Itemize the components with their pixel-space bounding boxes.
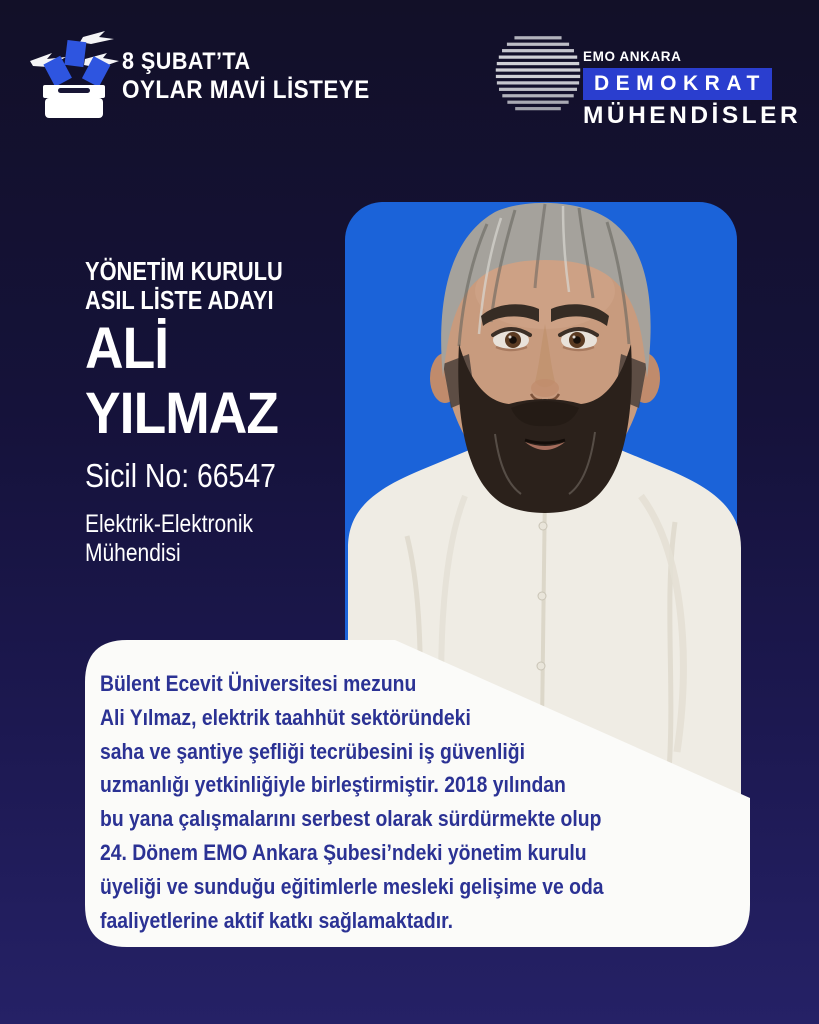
- bio-line: Ali Yılmaz, elektrik taahhüt sektöründeki: [100, 704, 471, 730]
- bio-line: faaliyetlerine aktif katkı sağlamaktadır.: [100, 907, 453, 933]
- demokrat-muhendisler-logo: [583, 49, 801, 130]
- ballot-box-icon: [28, 30, 120, 118]
- logo-subtitle: MÜHENDİSLER: [583, 102, 802, 129]
- profession-line1: Elektrik-Elektronik: [85, 510, 254, 538]
- bio-line: üyeliği ve sunduğu eğitimlerle mesleki gelişime ve oda: [100, 873, 604, 899]
- bio-line: Bülent Ecevit Üniversitesi mezunu: [100, 671, 417, 696]
- role-line2: ASIL LİSTE ADAYI: [85, 285, 274, 315]
- profession-line2: Mühendisi: [85, 539, 181, 567]
- candidate-last-name: YILMAZ: [85, 381, 279, 446]
- bio-line: saha ve şantiye şefliği tecrübesini iş güvenliği: [100, 738, 526, 764]
- bio-line: bu yana çalışmalarını serbest olarak sürdürmekte olup: [100, 806, 602, 832]
- bio-line: uzmanlığı yetkinliğiyle birleştirmiştir. 2018 yılından: [100, 772, 566, 798]
- registry-number: Sicil No: 66547: [85, 457, 276, 494]
- role-line1: YÖNETİM KURULU: [85, 256, 283, 286]
- logo-title-box: DEMOKRAT: [583, 68, 772, 100]
- candidate-name: [85, 316, 278, 446]
- election-slogan: [122, 47, 370, 105]
- slogan-line2: OYLAR MAVİ LİSTEYE: [122, 76, 370, 104]
- bio-text: [100, 667, 604, 937]
- logo-org-label: EMO ANKARA: [583, 49, 682, 64]
- striped-globe-icon: [492, 27, 584, 119]
- slogan-line1: 8 ŞUBAT’TA: [122, 48, 251, 75]
- bio-line: 24. Dönem EMO Ankara Şubesi’ndeki yönetim kurulu: [100, 839, 587, 865]
- profession: [85, 510, 253, 568]
- candidate-first-name: ALİ: [85, 316, 169, 381]
